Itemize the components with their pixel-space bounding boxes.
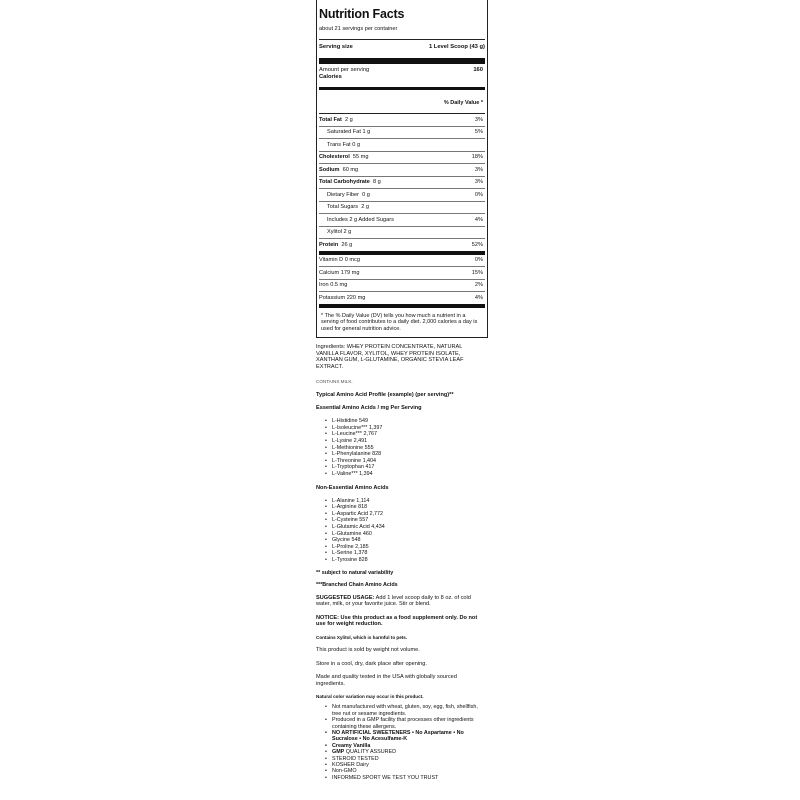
nutrient-row [319,280,485,293]
nutrient-name: Total Fat [319,116,342,123]
list-item: • Glycine 548 [332,537,486,544]
notice-text: NOTICE: Use this product as a food supplement only. Do not use for weight reduction. [316,614,478,628]
nutrient-row [319,202,485,215]
list-item: • L-Threonine 1,404 [332,458,486,465]
list-item: • L-Tyrosine 828 [332,557,486,564]
list-item: • L-Lysine 2,491 [332,438,486,445]
serving-size-row [319,40,485,64]
list-item: • Produced in a GMP facility that processes other ingredients containing these allergens. [332,717,484,730]
nutrient-amount: 0 mcg [344,257,360,263]
nutrient-name: Calcium [319,269,340,276]
nutrient-amount: 179 mg [340,269,360,276]
nutrient-name: Sodium [319,166,340,173]
suggested-usage-label: SUGGESTED USAGE: [316,594,375,601]
product-label-page [316,0,486,781]
nutrient-dv: 5% [474,129,483,135]
nutrient-name: Iron [319,282,329,288]
list-item: • L-Aspartic Acid 2,772 [332,511,486,518]
list-item: • L-Methionine 555 [332,445,486,452]
list-item: • L-Alanine 1,114 [332,498,486,505]
nutrient-row [319,239,485,255]
nutrient-dv: 3% [474,166,483,173]
nutrient-amount: 2 g [361,204,369,210]
color-variation-note: Natural color variation may occur in this product. [316,694,424,700]
nutrient-dv: 0% [474,257,483,263]
nutrient-amount: 0.5 mg [330,282,348,288]
nutrient-row [319,267,485,280]
daily-value-header: % Daily Value * [319,90,485,114]
nutrient-dv: 4% [474,294,483,301]
amino-profile-title: Typical Amino Acid Profile (example) (per serving)** [316,392,454,399]
list-item: • KOSHER Dairy [332,762,484,768]
nutrient-row [319,292,485,308]
nutrient-row [319,255,485,268]
nutrient-amount: 2 g [345,116,353,123]
sold-by-weight: This product is sold by weight not volume. [316,646,420,653]
amount-per-serving: Amount per serving [319,67,370,73]
nutrient-name: Total Carbohydrate [319,179,370,185]
calories-label: Calories [319,74,342,80]
nutrient-amount: 26 g [341,241,353,248]
bcaa-note: ***Branched Chain Amino Acids [316,581,398,588]
list-item: • GMP QUALITY ASSURED [332,749,484,755]
nutrient-dv: 3% [474,179,483,185]
nutrient-name: Dietary Fiber [327,191,360,198]
list-item: • L-Cysteine 557 [332,517,486,524]
nutrient-dv: 3% [474,116,483,123]
nutrient-amount: 0 g [362,191,370,198]
nutrient-row [319,227,485,240]
serving-size-value: 1 Level Scoop (43 g) [428,44,485,50]
calories-value: 160 [473,67,483,73]
nutrient-amount: 55 mg [352,154,369,160]
calories-block [319,64,485,90]
list-item: • NO ARTIFICIAL SWEETENERS • No Aspartame • No Sucralose • No Acesulfame-K [332,730,484,743]
nutrient-row [319,139,485,152]
suggested-usage [316,595,484,608]
nutrient-name: Includes 2 g Added Sugars [327,216,394,223]
list-item: • Creamy Vanilla [332,743,484,749]
daily-value-footnote: * The % Daily Value (DV) tells you how much a nutrient in a serving of food contributes to a daily diet. 2,000 calories a day is used for general nutrition advice. [321,312,478,332]
list-item: • L-Proline 2,185 [332,544,486,551]
storage-instructions: Store in a cool, dry, dark place after opening. [316,660,427,667]
nutrient-row [319,214,485,227]
nutrient-amount: 8 g [372,179,381,185]
list-item: • L-Arginine 818 [332,504,486,511]
list-item: • L-Serine 1,378 [332,550,486,557]
nutrient-amount: 0 g [352,141,361,148]
nutrition-facts-panel [316,0,488,338]
nutrient-amount: 1 g [362,129,371,135]
list-item: • L-Phenylalanine 828 [332,451,486,458]
nutrient-name: Vitamin D [319,257,344,263]
servings-per-container: about 21 servings per container [319,26,485,40]
nutrient-row [319,114,485,127]
nutrient-dv: 15% [471,269,483,276]
nutrient-name: Potassium [319,294,346,301]
essential-amino-list [316,418,486,477]
nutrient-row [319,152,485,165]
list-item: • L-Leucine*** 2,767 [332,431,486,438]
list-item: • L-Glutamic Acid 4,434 [332,524,486,531]
serving-size-label: Serving size [319,44,353,50]
ingredients-text: Ingredients: WHEY PROTEIN CONCENTRATE, NATURAL VANILLA FLAVOR, XYLITOL, WHEY PROTEIN ISOLATE, XANTHAN GUM, L-GLUTAMINE, ORGANIC STEVIA LEAF EXTRACT. [316,344,464,371]
nutrient-row [319,164,485,177]
variability-note: ** subject to natural variability [316,569,394,576]
list-item: • L-Glutamine 460 [332,531,486,538]
list-item: • L-Isoleucine*** 1,397 [332,425,486,432]
nutrient-dv: 0% [474,191,483,198]
nutrient-dv: 52% [471,241,483,248]
nutrient-amount: 220 mg [346,294,366,301]
product-claims-list [316,704,484,781]
allergen-statement: CONTAINS MILK. [316,378,353,384]
nutrient-dv: 4% [474,216,483,223]
nutrient-dv: 18% [471,154,483,160]
nutrient-name: Trans Fat [327,141,351,148]
essential-amino-title: Essential Amino Acids / mg Per Serving [316,405,422,412]
nutrient-row [319,177,485,190]
nutrient-amount: 60 mg [342,166,359,173]
suggested-usage-text: Add 1 level scoop daily to 8 oz. of cold water, milk, or your favorite juice. Stir or blend. [316,594,471,608]
made-in-usa: Made and quality tested in the USA with globally sourced ingredients. [316,674,457,687]
nutrient-name: Saturated Fat [327,129,361,135]
nutrient-dv: 2% [474,282,483,288]
non-essential-amino-list [316,498,486,564]
panel-title: Nutrition Facts [319,7,405,21]
list-item: • L-Tryptophan 417 [332,464,486,471]
nutrient-name: Protein [319,241,339,248]
xylitol-warning: Contains Xylitol, which is harmful to pets. [316,634,408,640]
list-item: • Not manufactured with wheat, gluten, soy, egg, fish, shellfish, tree nut or sesame ingredients. [332,704,484,717]
nutrient-name: Xylitol [327,229,342,235]
list-item: • STEROID TESTED [332,756,484,762]
list-item: • L-Histidine 549 [332,418,486,425]
list-item: • L-Valine*** 1,394 [332,471,486,478]
list-item: • Non-GMO [332,768,484,774]
nutrient-amount: 2 g [343,229,352,235]
nutrient-name: Total Sugars [327,204,359,210]
non-essential-amino-title: Non-Essential Amino Acids [316,484,389,491]
list-item: • INFORMED SPORT WE TEST YOU TRUST [332,775,484,781]
nutrient-row [319,189,485,202]
nutrient-name: Cholesterol [319,154,350,160]
nutrient-row [319,127,485,140]
